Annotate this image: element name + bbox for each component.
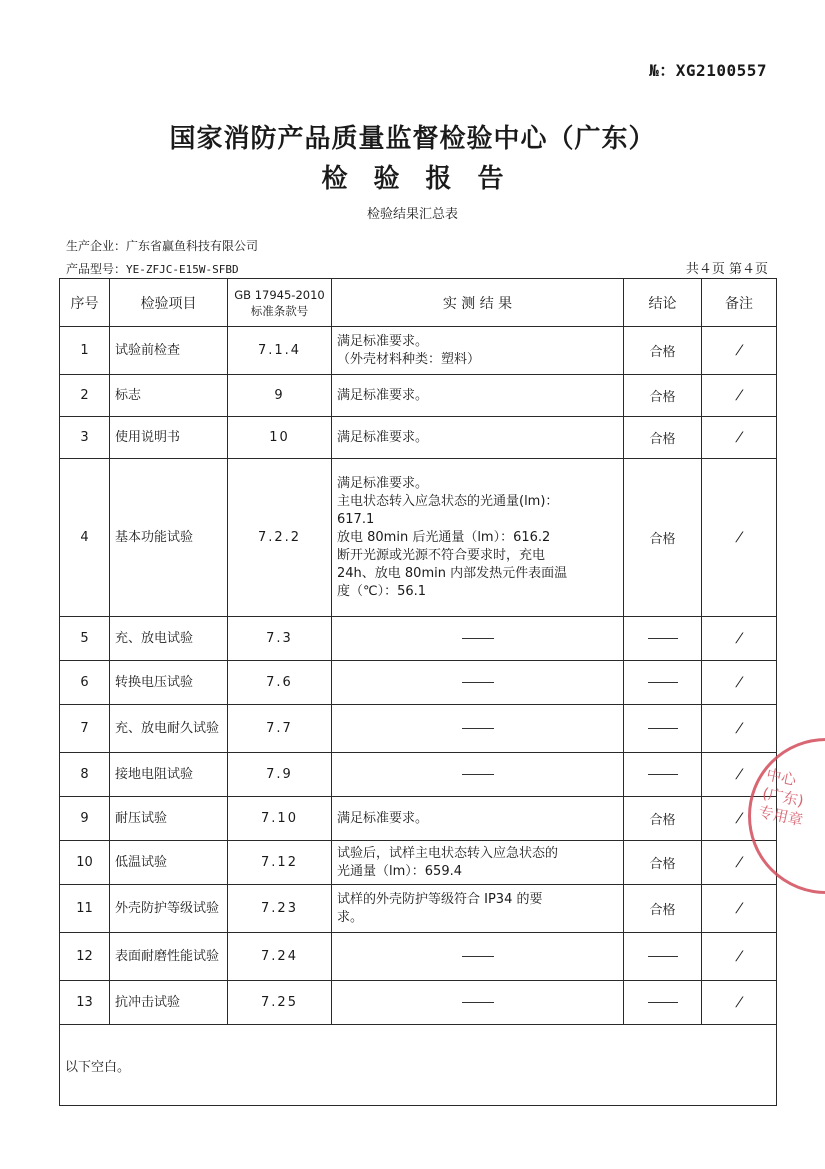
manufacturer-value: 广东省赢鱼科技有限公司 — [126, 239, 259, 253]
row-result — [332, 375, 624, 417]
row-result — [332, 753, 624, 797]
row-result — [332, 617, 624, 661]
table-row — [60, 753, 777, 797]
row-remark — [702, 933, 777, 981]
result-line: 断开光源或光源不符合要求时，充电 — [337, 547, 546, 563]
remark-mark: / — [735, 631, 743, 646]
header-no: 序号 — [60, 279, 110, 327]
report-subtitle: 检验结果汇总表 — [366, 207, 458, 222]
table-row — [60, 617, 777, 661]
row-conclusion — [624, 933, 702, 981]
center-name: 国家消防产品质量监督检验中心（广东） — [169, 124, 656, 154]
table-row — [60, 885, 777, 933]
row-result — [332, 705, 624, 753]
row-conclusion: 合格 — [624, 375, 702, 417]
remark-mark: / — [735, 811, 743, 826]
row-conclusion: 合格 — [624, 417, 702, 459]
row-item: 充、放电耐久试验 — [110, 705, 228, 753]
row-clause: 9 — [228, 375, 332, 417]
blank-note: 以下空白。 — [60, 1025, 777, 1106]
result-line: 617.1 — [337, 511, 375, 527]
remark-mark: / — [735, 995, 743, 1010]
row-item: 基本功能试验 — [110, 459, 228, 617]
not-tested-dash — [462, 774, 494, 775]
remark-mark: / — [735, 901, 743, 916]
row-item: 使用说明书 — [110, 417, 228, 459]
report-title: 检验报告 — [321, 164, 530, 194]
row-conclusion — [624, 661, 702, 705]
row-conclusion: 合格 — [624, 885, 702, 933]
manufacturer-label: 生产企业： — [66, 239, 127, 253]
remark-mark: / — [735, 388, 743, 403]
table-row — [60, 375, 777, 417]
row-conclusion — [624, 981, 702, 1025]
row-clause: 7.7 — [228, 705, 332, 753]
row-clause: 7.25 — [228, 981, 332, 1025]
result-line: 放电 80min 后光通量（lm）：616.2 — [337, 529, 551, 545]
not-tested-dash — [648, 728, 678, 729]
remark-mark: / — [735, 767, 743, 782]
row-remark — [702, 375, 777, 417]
row-number: 5 — [60, 617, 110, 661]
row-number: 13 — [60, 981, 110, 1025]
blank-note-row — [60, 1025, 777, 1106]
row-clause: 7.3 — [228, 617, 332, 661]
row-item: 表面耐磨性能试验 — [110, 933, 228, 981]
result-line: （外壳材料种类：塑料） — [337, 351, 481, 367]
header-remark: 备注 — [702, 279, 777, 327]
remark-mark: / — [735, 675, 743, 690]
remark-mark: / — [735, 855, 743, 870]
row-item: 低温试验 — [110, 841, 228, 885]
row-number: 1 — [60, 327, 110, 375]
table-row — [60, 981, 777, 1025]
row-remark — [702, 885, 777, 933]
table-header-row — [60, 279, 777, 327]
result-line: 试样的外壳防护等级符合 IP34 的要 — [337, 891, 543, 907]
table-row — [60, 841, 777, 885]
row-number: 12 — [60, 933, 110, 981]
manufacturer-line — [66, 237, 258, 254]
row-item: 转换电压试验 — [110, 661, 228, 705]
header-standard-code: GB 17945-2010 — [234, 287, 325, 302]
result-line: 满足标准要求。 — [337, 387, 429, 403]
row-conclusion: 合格 — [624, 459, 702, 617]
result-line: 光通量（lm）：659.4 — [337, 863, 462, 879]
remark-mark: / — [735, 430, 743, 445]
row-item: 试验前检查 — [110, 327, 228, 375]
model-line — [66, 260, 239, 277]
row-conclusion: 合格 — [624, 797, 702, 841]
row-number: 4 — [60, 459, 110, 617]
table-row — [60, 797, 777, 841]
row-result — [332, 885, 624, 933]
result-line: 24h、放电 80min 内部发热元件表面温 — [337, 565, 568, 581]
remark-mark: / — [735, 343, 743, 358]
result-line: 满足标准要求。 — [337, 429, 429, 445]
not-tested-dash — [648, 638, 678, 639]
row-result — [332, 933, 624, 981]
row-remark — [702, 417, 777, 459]
row-number: 8 — [60, 753, 110, 797]
table-row — [60, 327, 777, 375]
row-result — [332, 459, 624, 617]
row-conclusion: 合格 — [624, 327, 702, 375]
row-number: 6 — [60, 661, 110, 705]
row-conclusion: 合格 — [624, 841, 702, 885]
row-clause: 7.24 — [228, 933, 332, 981]
row-clause: 7.23 — [228, 885, 332, 933]
row-number: 10 — [60, 841, 110, 885]
official-seal-text: 中心 (广东) 专用章 — [756, 765, 806, 830]
row-result — [332, 327, 624, 375]
table-row — [60, 705, 777, 753]
remark-mark: / — [735, 721, 743, 736]
row-item: 外壳防护等级试验 — [110, 885, 228, 933]
not-tested-dash — [462, 682, 494, 683]
result-line: 求。 — [337, 909, 364, 925]
model-label: 产品型号： — [66, 262, 127, 276]
row-conclusion — [624, 753, 702, 797]
result-line: 度（℃）：56.1 — [337, 583, 427, 599]
table-body — [60, 327, 777, 1025]
not-tested-dash — [462, 728, 494, 729]
header-standard-clause: 标准条款号 — [250, 303, 309, 318]
table-row — [60, 459, 777, 617]
row-clause: 7.10 — [228, 797, 332, 841]
not-tested-dash — [462, 956, 494, 957]
page-count: 共４页 第４页 — [685, 262, 768, 277]
not-tested-dash — [648, 956, 678, 957]
not-tested-dash — [462, 1002, 494, 1003]
row-remark — [702, 327, 777, 375]
row-result — [332, 417, 624, 459]
row-remark — [702, 617, 777, 661]
row-number: 3 — [60, 417, 110, 459]
row-clause: 7.6 — [228, 661, 332, 705]
row-conclusion — [624, 617, 702, 661]
row-remark — [702, 459, 777, 617]
row-result — [332, 661, 624, 705]
header-standard — [228, 279, 332, 327]
row-number: 7 — [60, 705, 110, 753]
row-number: 11 — [60, 885, 110, 933]
result-line: 试验后，试样主电状态转入应急状态的 — [337, 845, 559, 861]
row-remark — [702, 661, 777, 705]
row-number: 9 — [60, 797, 110, 841]
result-line: 满足标准要求。 — [337, 333, 429, 349]
row-clause: 7.1.4 — [228, 327, 332, 375]
row-conclusion — [624, 705, 702, 753]
row-item: 抗冲击试验 — [110, 981, 228, 1025]
row-remark — [702, 981, 777, 1025]
row-clause: 7.12 — [228, 841, 332, 885]
row-item: 标志 — [110, 375, 228, 417]
row-item: 接地电阻试验 — [110, 753, 228, 797]
row-result — [332, 841, 624, 885]
row-item: 充、放电试验 — [110, 617, 228, 661]
result-line: 主电状态转入应急状态的光通量(lm)： — [337, 493, 559, 509]
not-tested-dash — [648, 682, 678, 683]
row-clause: 10 — [228, 417, 332, 459]
report-number: №：XG2100557 — [649, 61, 767, 80]
not-tested-dash — [648, 1002, 678, 1003]
row-item: 耐压试验 — [110, 797, 228, 841]
remark-mark: / — [735, 530, 743, 545]
header-result: 实 测 结 果 — [332, 279, 624, 327]
result-line: 满足标准要求。 — [337, 475, 429, 491]
row-result — [332, 797, 624, 841]
row-clause: 7.9 — [228, 753, 332, 797]
remark-mark: / — [735, 949, 743, 964]
result-line: 满足标准要求。 — [337, 810, 429, 826]
model-value: YE-ZFJC-E15W-SFBD — [126, 263, 239, 276]
results-table — [59, 278, 777, 1106]
row-clause: 7.2.2 — [228, 459, 332, 617]
row-result — [332, 981, 624, 1025]
not-tested-dash — [648, 774, 678, 775]
row-remark — [702, 705, 777, 753]
table-row — [60, 417, 777, 459]
table-row — [60, 933, 777, 981]
table-row — [60, 661, 777, 705]
row-number: 2 — [60, 375, 110, 417]
header-conclusion: 结论 — [624, 279, 702, 327]
not-tested-dash — [462, 638, 494, 639]
header-item: 检验项目 — [110, 279, 228, 327]
